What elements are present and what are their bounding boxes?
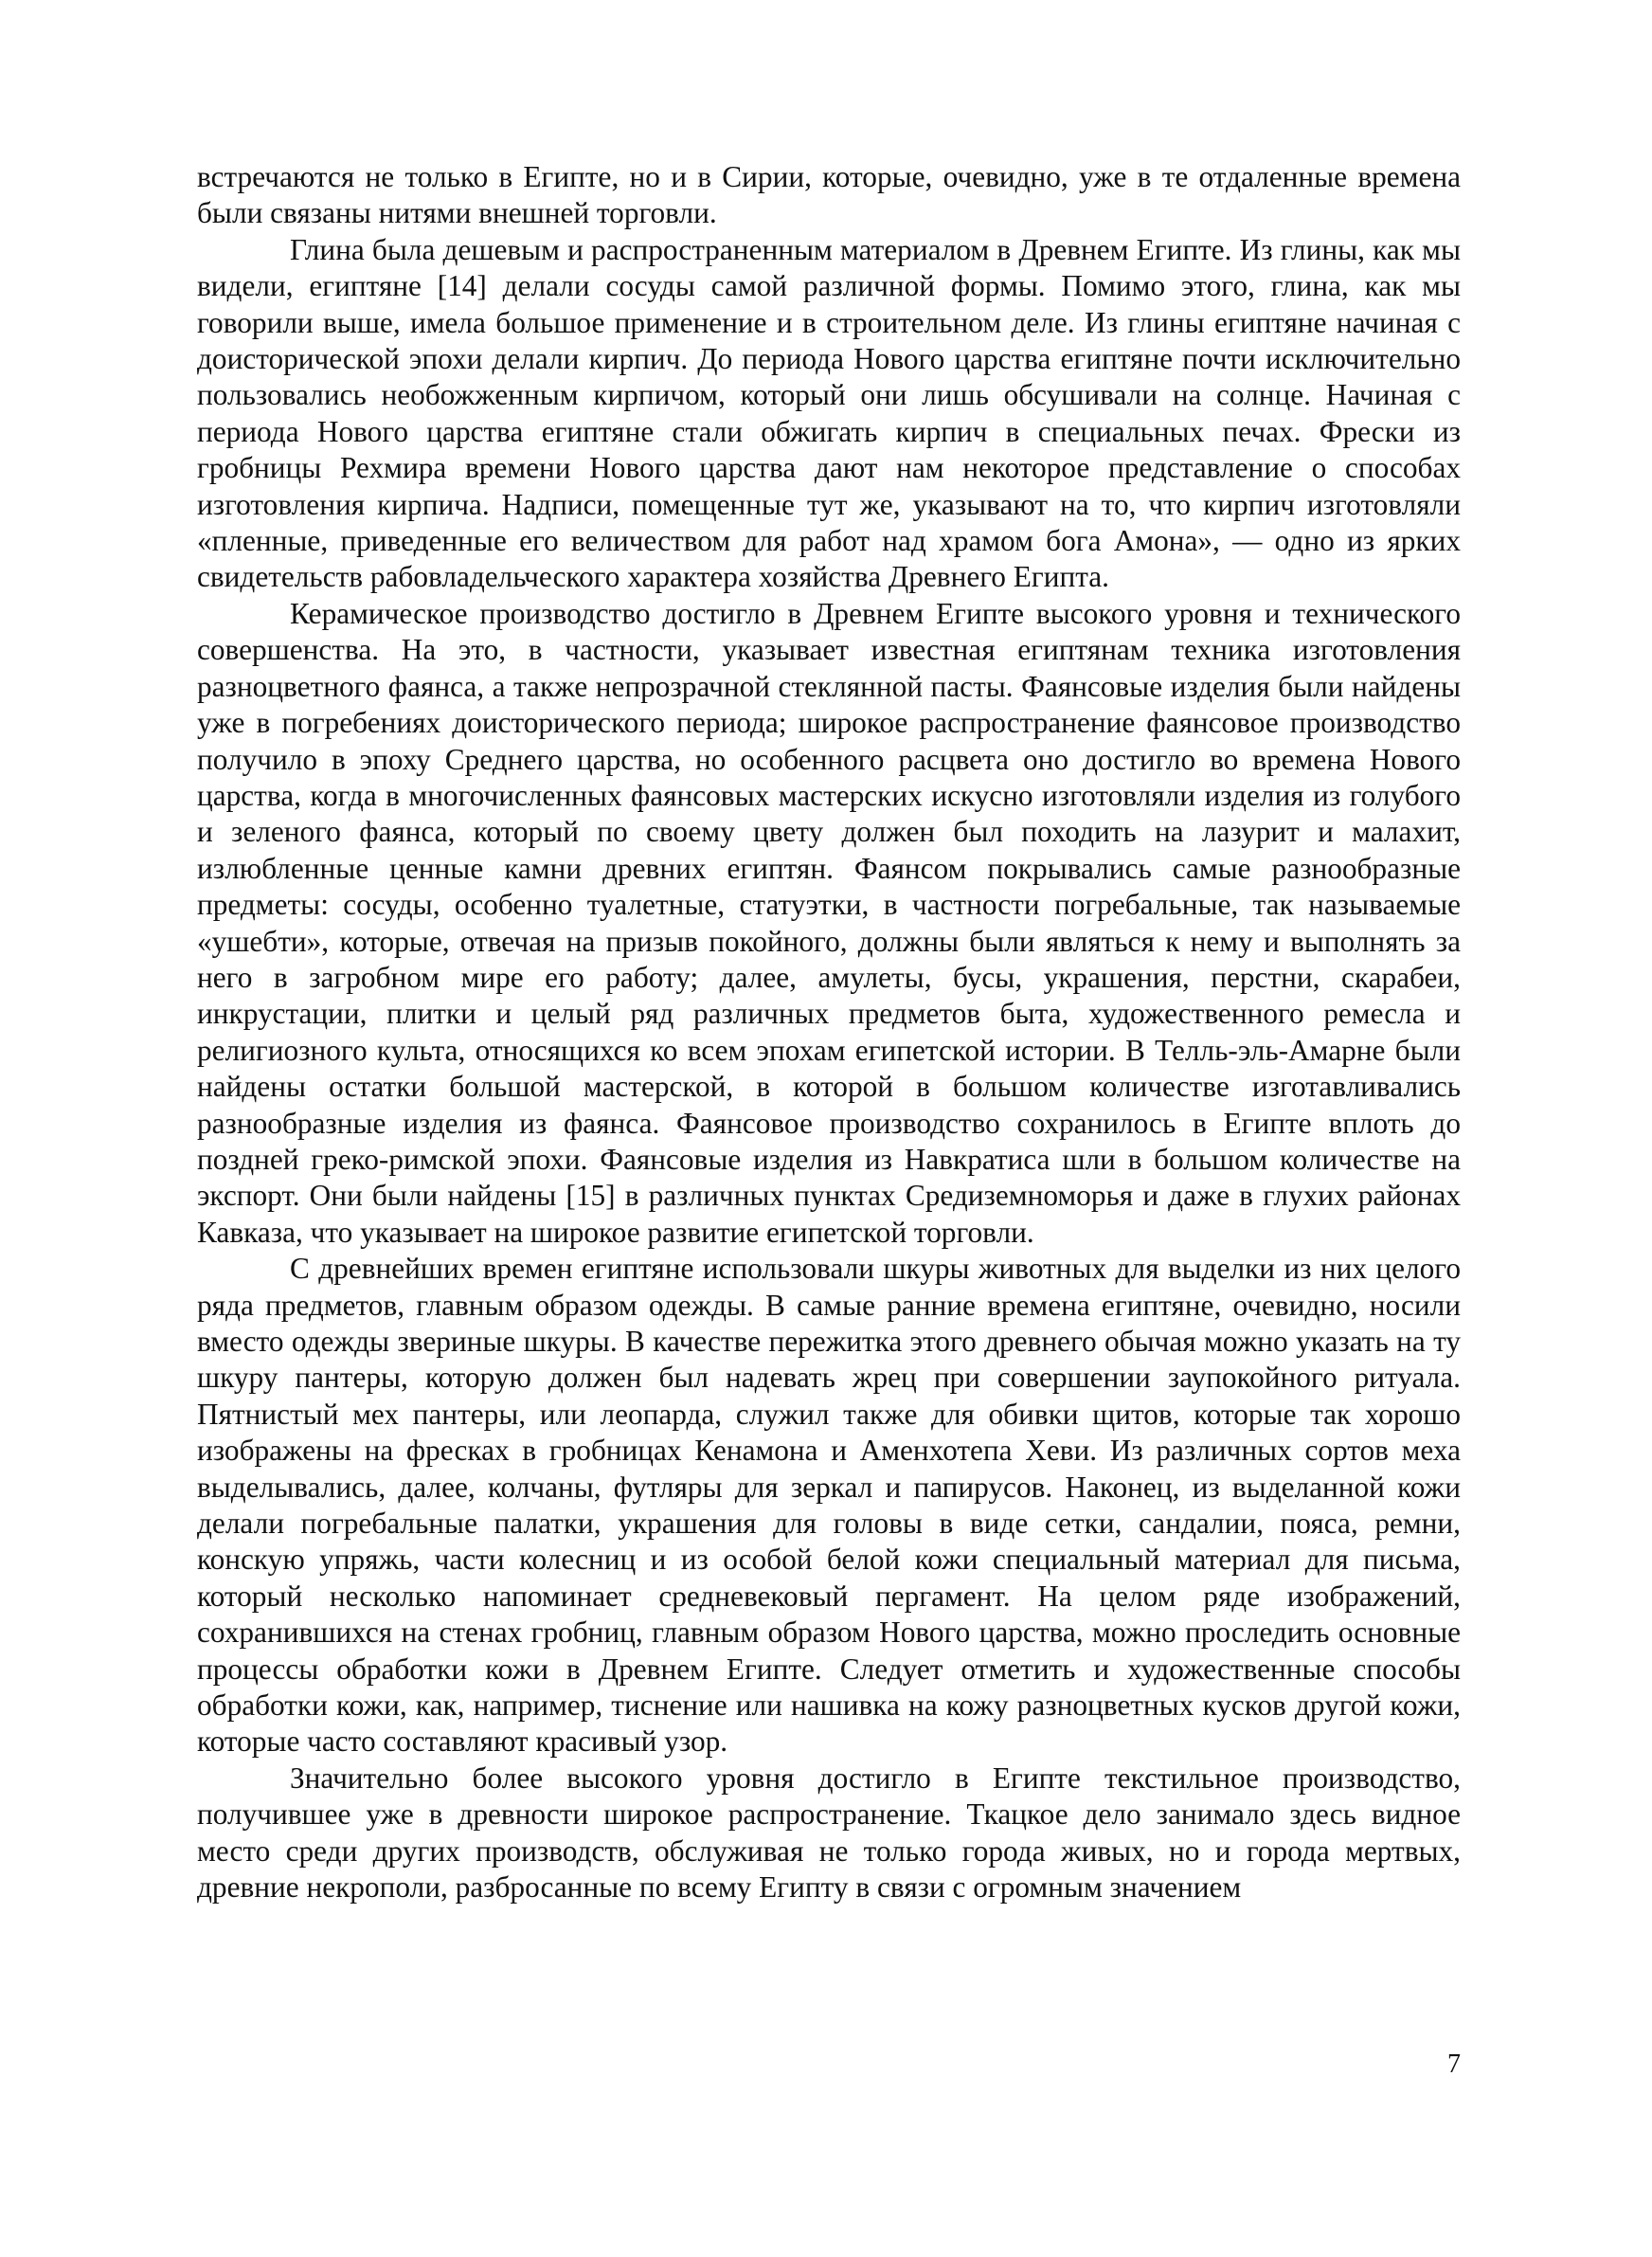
page-number: 7 (1447, 2049, 1461, 2079)
paragraph-ceramics: Керамическое производство достигло в Древнем Египте высокого уровня и технического совершенства. На это, в частности, указывает известная египтянам техника изготовления разноцветного фаянса, а также непрозрачной стеклянной пасты. Фаянсовые изделия были найдены уже в погребениях доисторического периода; широкое распространение фаянсовое производство получило в эпоху Среднего царства, но особенного расцвета оно достигло во времена Нового царства, когда в многочисленных фаянсовых мастерских искусно изготовляли изделия из голубого и зеленого фаянса, который по своему цвету должен был походить на лазурит и малахит, излюбленные ценные камни древних египтян. Фаянсом покрывались самые разнообразные предметы: сосуды, особенно туалетные, статуэтки, в частности погребальные, так называемые «ушебти», которые, отвечая на призыв покойного, должны были являться к нему и выполнять за него в загробном мире его работу; далее, амулеты, бусы, украшения, перстни, скарабеи, инкрустации, плитки и целый ряд различных предметов быта, художественного ремесла и религиозного культа, относящихся ко всем эпохам египетской истории. В Телль-эль-Амарне были найдены остатки большой мастерской, в которой в большом количестве изготавливались разнообразные изделия из фаянса. Фаянсовое производство сохранилось в Египте вплоть до поздней греко-римской эпохи. Фаянсовые изделия из Навкратиса шли в большом количестве на экспорт. Они были найдены [15] в различных пунктах Средиземноморья и даже в глухих районах Кавказа, что указывает на широкое развитие египетской торговли. (197, 596, 1461, 1249)
body-text (197, 159, 1461, 1906)
paragraph-clay: Глина была дешевым и распространенным материалом в Древнем Египте. Из глины, как мы видели, египтяне [14] делали сосуды самой различной формы. Помимо этого, глина, как мы говорили выше, имела большое применение и в строительном деле. Из глины египтяне начиная с доисторической эпохи делали кирпич. До периода Нового царства египтяне почти исключительно пользовались необожженным кирпичом, который они лишь обсушивали на солнце. Начиная с периода Нового царства египтяне стали обжигать кирпич в специальных печах. Фрески из гробницы Рехмира времени Нового царства дают нам некоторое представление о способах изготовления кирпича. Надписи, помещенные тут же, указывают на то, что кирпич изготовляли «пленные, приведенные его величеством для работ над храмом бога Амона», — одно из ярких свидетельств рабовладельческого характера хозяйства Древнего Египта. (197, 232, 1461, 594)
paragraph-leather: С древнейших времен египтяне использовали шкуры животных для выделки из них целого ряда предметов, главным образом одежды. В самые ранние времена египтяне, очевидно, носили вместо одежды звериные шкуры. В качестве пережитка этого древнего обычая можно указать на ту шкуру пантеры, которую должен был надевать жрец при совершении заупокойного ритуала. Пятнистый мех пантеры, или леопарда, служил также для обивки щитов, которые так хорошо изображены на фресках в гробницах Кенамона и Аменхотепа Хеви. Из различных сортов меха выделывались, далее, колчаны, футляры для зеркал и папирусов. Наконец, из выделанной кожи делали погребальные палатки, украшения для головы в виде сетки, сандалии, пояса, ремни, конскую упряжь, части колесниц и из особой белой кожи специальный материал для письма, который несколько напоминает средневековый пергамент. На целом ряде изображений, сохранившихся на стенах гробниц, главным образом Нового царства, можно проследить основные процессы обработки кожи в Древнем Египте. Следует отметить и художественные способы обработки кожи, как, например, тиснение или нашивка на кожу разноцветных кусков другой кожи, которые часто составляют красивый узор. (197, 1252, 1461, 1759)
paragraph-continued: встречаются не только в Египте, но и в Сирии, которые, очевидно, уже в те отдаленные времена были связаны нитями внешней торговли. (197, 160, 1461, 230)
paragraph-textile: Значительно более высокого уровня достигло в Египте текстильное производство, получившее уже в древности широкое распространение. Ткацкое дело занимало здесь видное место среди других производств, обслуживая не только города живых, но и города мертвых, древние некрополи, разбросанные по всему Египту в связи с огромным значением (197, 1760, 1461, 1905)
